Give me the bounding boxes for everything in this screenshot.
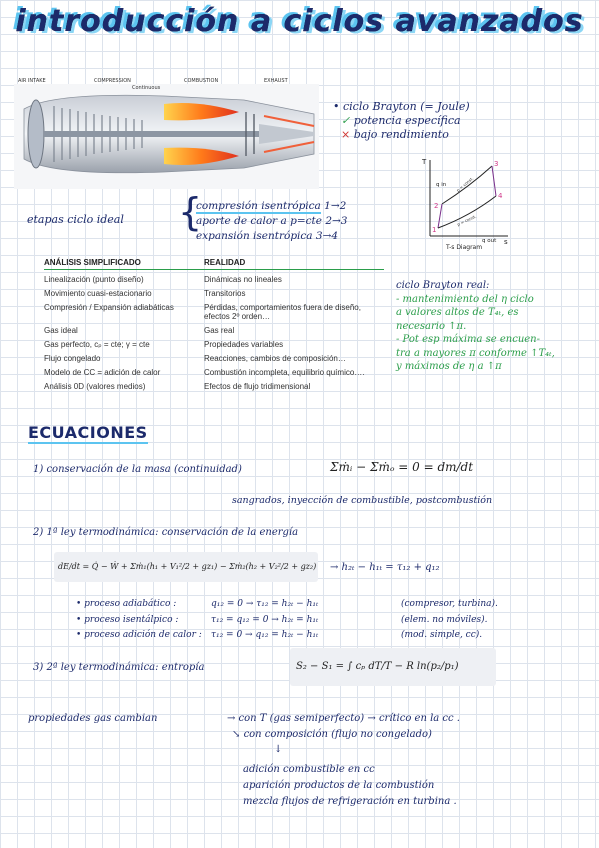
table-row (44, 368, 384, 377)
step-range: 2→3 (325, 215, 348, 227)
case-eq: q₁₂ = 0 → τ₁₂ = h₂ₜ − h₁ₜ (211, 599, 319, 609)
note-line: y máximos de η a ↑π (396, 361, 502, 372)
page-title: introducción a ciclos avanzados (15, 4, 584, 39)
comparison-table (44, 258, 384, 391)
label-compression: COMPRESSION (94, 78, 131, 84)
note-line: tra a mayores π conforme ↑T₄ₜ, (396, 347, 555, 359)
table-cell: Flujo congelado (44, 354, 101, 363)
eq1-label: 1) conservación de la masa (continuidad) (33, 464, 242, 475)
case-eq: τ₁₂ = 0 → q₁₂ = h₂ₜ − h₁ₜ (211, 630, 319, 640)
header-cell: ANÁLISIS SIMPLIFICADO (44, 258, 141, 267)
brayton-pro: potencia específica (353, 114, 461, 127)
note-line: - mantenimiento del η ciclo (396, 293, 534, 305)
list-item: aparición productos de la combustión (243, 780, 435, 791)
note-line: - Pot esp máxima se encuen- (396, 334, 540, 345)
brace-icon: { (178, 190, 203, 234)
table-cell: Linealización (punto diseño) (44, 275, 144, 284)
case-eq: τ₁₂ = q₁₂ = 0 → h₂ₜ = h₁ₜ (211, 614, 319, 625)
section-heading-ecuaciones: ECUACIONES (28, 423, 148, 442)
table-cell: Gas perfecto, cₚ = cte; γ = cte (44, 340, 150, 349)
table-cell: Pérdidas, comportamientos fuera de diseño, efectos 2º orden… (204, 303, 361, 321)
propiedades-branch2: ↘ con composición (flujo no congelado) (232, 729, 432, 740)
case-row (76, 628, 498, 644)
table-row (44, 326, 384, 335)
table-cell: Gas ideal (44, 326, 78, 335)
step-text: expansión isentrópica (196, 230, 313, 242)
eq2-result: → h₂ₜ − h₁ₜ = τ₁₂ + q₁₂ (330, 562, 440, 573)
eq3-formula: S₂ − S₁ = ∫ cₚ dT/T − R ln(p₂/p₁) (290, 648, 496, 686)
case-note: (compresor, turbina). (401, 599, 498, 609)
table-cell: Movimiento cuasi-estacionario (44, 289, 152, 298)
ts-point-2: 2 (434, 202, 439, 210)
brayton-real-note (396, 279, 596, 374)
ts-p-const-bottom: p = const. (456, 213, 478, 227)
note-line: a valores altos de T₄ₜ, es (396, 307, 519, 318)
turbojet-engine-diagram (14, 74, 319, 189)
table-row (44, 275, 384, 284)
eq2-label: 2) 1ª ley termodinámica: conservación de la energía (33, 527, 299, 538)
table-cell: Gas real (204, 326, 235, 335)
check-icon: ✓ (341, 114, 351, 127)
brayton-con: bajo rendimiento (353, 128, 449, 141)
table-cell: Efectos de flujo tridimensional (204, 382, 311, 391)
ts-axis-x: s (504, 238, 508, 246)
ts-caption: T-s Diagram (446, 244, 483, 251)
note-line: necesario ↑π. (396, 320, 467, 332)
table-row (44, 382, 384, 391)
label-continuous: Continuous (132, 85, 161, 91)
brayton-heading: ciclo Brayton (= Joule) (343, 100, 470, 113)
step-range: 3→4 (315, 230, 339, 242)
etapas-steps (196, 199, 348, 244)
case-row (76, 597, 498, 613)
ts-point-1: 1 (432, 226, 437, 234)
table-cell: Análisis 0D (valores medios) (44, 382, 146, 391)
step-text: compresión isentrópica (196, 200, 321, 212)
case-note: (elem. no móviles). (401, 614, 488, 625)
table-cell: Modelo de CC = adición de calor (44, 368, 161, 377)
table-row (44, 340, 384, 349)
case-name: • proceso isentálpico : (76, 614, 179, 625)
list-item: adición combustible en cc (243, 764, 375, 775)
propiedades-label: propiedades gas cambian (28, 713, 158, 724)
table-cell: Propiedades variables (204, 340, 284, 349)
table-cell: Transitorios (204, 289, 246, 298)
case-name: • proceso adiabático : (76, 599, 177, 609)
table-cell: Dinámicas no lineales (204, 275, 282, 284)
brayton-real-heading: ciclo Brayton real: (396, 280, 490, 291)
table-header (44, 258, 384, 270)
eq1-note: sangrados, inyección de combustible, postcombustión (232, 495, 493, 506)
eq2-formula: dE/dt = Q̇ − Ẇ + Σṁ₁(h₁ + V₁²/2 + gz₁) − Σṁ₂(h₂ + V₂²/2 + gz₂) (54, 552, 318, 582)
bullet-icon: • (333, 100, 340, 113)
ts-point-3: 3 (494, 160, 499, 168)
eq2-cases (76, 597, 498, 644)
etapas-label: etapas ciclo ideal (27, 213, 124, 226)
case-row (76, 613, 498, 629)
brayton-intro (333, 100, 470, 142)
ts-point-4: 4 (498, 192, 503, 200)
ts-diagram (420, 156, 512, 251)
eq3-label: 3) 2ª ley termodinámica: entropía (33, 662, 205, 673)
case-note: (mod. simple, cc). (401, 630, 483, 640)
table-row (44, 289, 384, 298)
table-row (44, 303, 384, 321)
step-range: 1→2 (324, 200, 347, 212)
header-cell: REALIDAD (204, 258, 246, 267)
label-combustion: COMBUSTION (184, 78, 219, 84)
ts-q-in: q in (436, 182, 447, 188)
step-text: aporte de calor a p=cte (196, 215, 322, 227)
case-name: • proceso adición de calor : (76, 630, 202, 640)
table-cell: Reacciones, cambios de composición… (204, 354, 346, 363)
ts-p-const-top: p = const. (455, 175, 475, 193)
label-air-intake: AIR INTAKE (18, 78, 46, 84)
ts-q-out: q out (482, 238, 497, 244)
table-cell: Combustión incompleta, equilibrio químico…. (204, 368, 365, 377)
down-arrow-icon: ↓ (274, 744, 283, 755)
ts-axis-y: T (422, 158, 427, 166)
label-exhaust: EXHAUST (264, 78, 288, 84)
eq1-formula: Σṁᵢ − Σṁₒ = 0 = dm/dt (330, 460, 474, 474)
propiedades-list (243, 762, 457, 810)
propiedades-branch1: → con T (gas semiperfecto) → crítico en la cc . (227, 713, 460, 724)
table-row (44, 354, 384, 363)
list-item: mezcla flujos de refrigeración en turbina . (243, 796, 457, 807)
cross-icon: × (341, 128, 351, 141)
propiedades-branch2-text: con composición (flujo no congelado) (243, 729, 432, 740)
table-cell: Compresión / Expansión adiabáticas (44, 303, 174, 312)
